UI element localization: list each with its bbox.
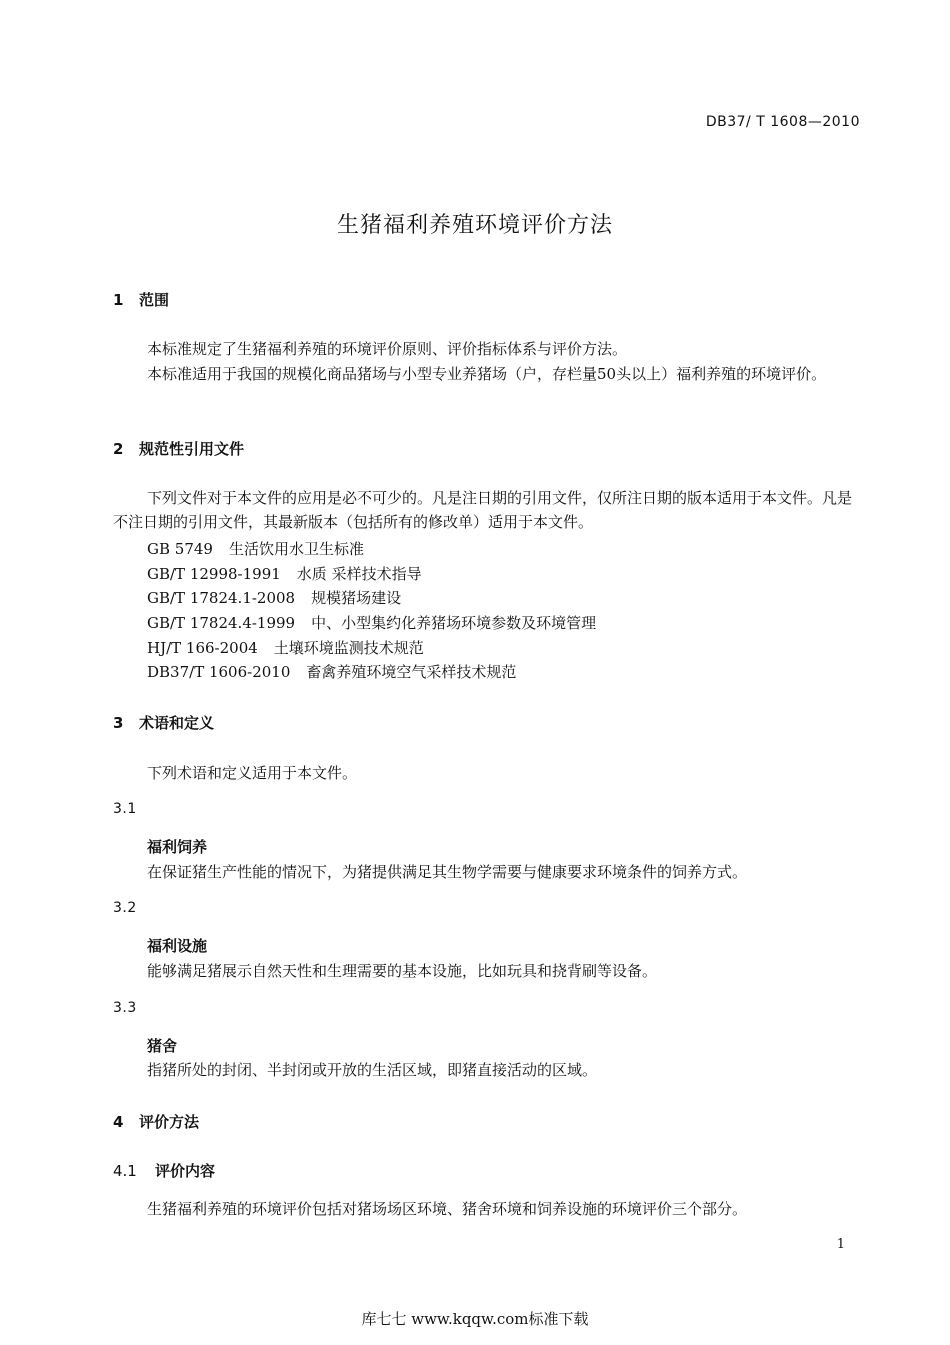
section-number: 1	[113, 291, 124, 309]
reference-code: GB 5749	[147, 540, 213, 558]
page-number: 1	[836, 1237, 845, 1252]
section-2-heading	[113, 438, 244, 459]
reference-code: GB/T 17824.1-2008	[147, 589, 296, 607]
subsection-number: 4.1	[113, 1162, 137, 1180]
paragraph: 本标准适用于我国的规模化商品猪场与小型专业养猪场（户，存栏量50头以上）福利养殖的环境评价。	[147, 365, 827, 383]
term-name: 猪舍	[147, 1037, 178, 1055]
reference-item	[147, 563, 422, 584]
section-title: 评价方法	[139, 1113, 200, 1131]
section-title: 术语和定义	[139, 714, 215, 732]
term-definition: 在保证猪生产性能的情况下，为猪提供满足其生物学需要与健康要求环境条件的饲养方式。	[147, 863, 748, 881]
section-3-heading	[113, 712, 214, 733]
reference-name: 生活饮用水卫生标准	[228, 540, 364, 558]
footer-download-note: 库七七 www.kqqw.com标准下载	[361, 1310, 589, 1328]
section-1-heading	[113, 289, 169, 310]
reference-name: 中、小型集约化养猪场环境参数及环境管理	[311, 614, 597, 632]
subsection-4-1-heading	[113, 1160, 215, 1181]
paragraph: 本标准规定了生猪福利养殖的环境评价原则、评价指标体系与评价方法。	[147, 340, 628, 358]
section-number: 2	[113, 440, 124, 458]
section-title: 范围	[139, 291, 170, 309]
term-number: 3.2	[113, 900, 137, 916]
term-number: 3.3	[113, 1000, 137, 1016]
term-name: 福利饲养	[147, 838, 208, 856]
reference-item	[147, 661, 516, 682]
section-number: 3	[113, 714, 124, 732]
section-title: 规范性引用文件	[139, 440, 245, 458]
reference-code: GB/T 17824.4-1999	[147, 614, 296, 632]
paragraph: 下列术语和定义适用于本文件。	[147, 764, 358, 782]
paragraph: 生猪福利养殖的环境评价包括对猪场场区环境、猪舍环境和饲养设施的环境评价三个部分。	[147, 1200, 748, 1218]
section-number: 4	[113, 1113, 124, 1131]
reference-code: GB/T 12998-1991	[147, 565, 281, 583]
term-definition: 能够满足猪展示自然天性和生理需要的基本设施，比如玩具和挠背刷等设备。	[147, 962, 658, 980]
term-number: 3.1	[113, 801, 137, 817]
paragraph: 下列文件对于本文件的应用是必不可少的。凡是注日期的引用文件，仅所注日期的版本适用于本文件。凡是不注日期的引用文件，其最新版本（包括所有的修改单）适用于本文件。	[113, 489, 853, 531]
reference-code: HJ/T 166-2004	[147, 639, 258, 657]
reference-item	[147, 612, 596, 633]
document-title: 生猪福利养殖环境评价方法	[336, 213, 613, 238]
subsection-title: 评价内容	[155, 1162, 216, 1180]
term-name: 福利设施	[147, 937, 208, 955]
reference-name: 土壤环境监测技术规范	[273, 639, 424, 657]
reference-code: DB37/T 1606-2010	[147, 663, 291, 681]
reference-item	[147, 637, 424, 658]
reference-item	[147, 538, 364, 559]
reference-name: 畜禽养殖环境空气采样技术规范	[306, 663, 517, 681]
reference-name: 水质 采样技术指导	[296, 565, 422, 583]
standard-code: DB37/ T 1608—2010	[705, 114, 860, 130]
reference-name: 规模猪场建设	[311, 589, 402, 607]
section-4-heading	[113, 1111, 199, 1132]
reference-item	[147, 587, 401, 608]
term-definition: 指猪所处的封闭、半封闭或开放的生活区域，即猪直接活动的区域。	[147, 1061, 598, 1079]
